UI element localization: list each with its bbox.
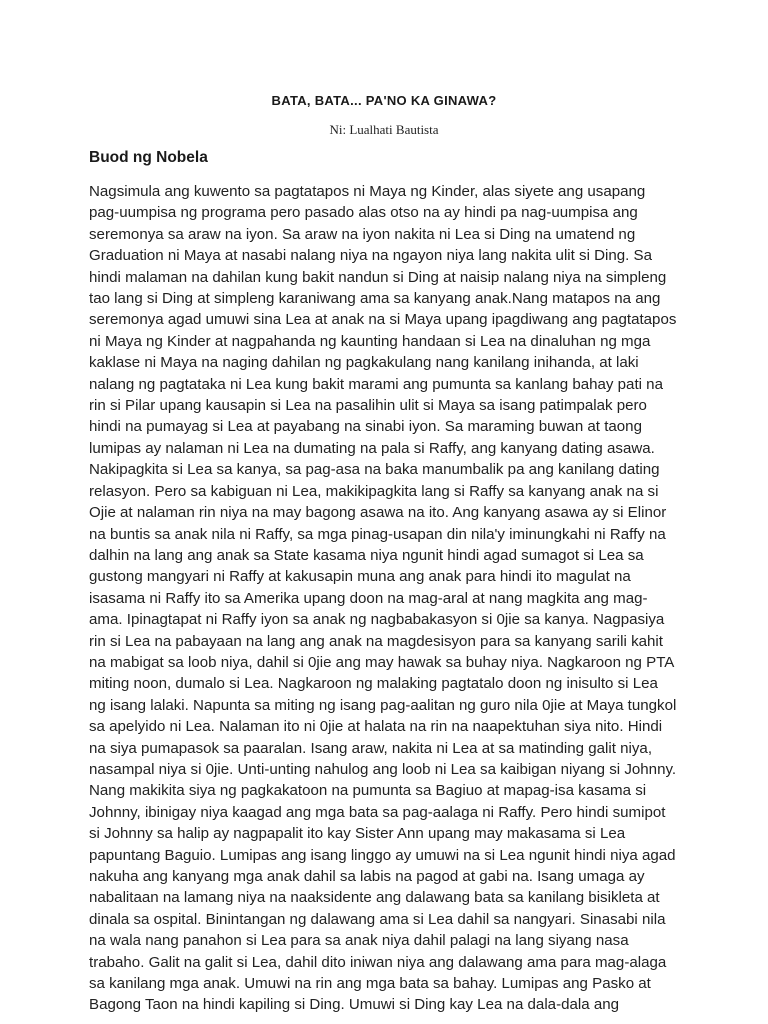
summary-paragraph	[89, 181, 689, 1016]
paragraph-line: rin si Lea na pabayaan na lang ang anak na magdesisyon para sa kanyang sarili kahit	[89, 632, 663, 650]
paragraph-line: lumipas ay nalaman ni Lea na dumating na pala si Raffy, ang kanyang dating asawa.	[89, 439, 655, 457]
paragraph-line: Nang makikita siya ng pagkakatoon na pumunta sa Bagiuo at mapag-isa kasama si	[89, 782, 647, 800]
paragraph-line: Johnny, ibinigay niya kaagad ang mga bata sa pag-aalaga ni Raffy. Pero hindi sumipot	[89, 803, 666, 821]
paragraph-line: kaklase ni Maya na naging dahilan ng pagkakulang nang kanilang inihanda, at laki	[89, 354, 639, 372]
paragraph-line: papuntang Baguio. Lumipas ang isang linggo ay umuwi na si Lea ngunit hindi niya agad	[89, 846, 676, 864]
paragraph-line: hindi na pumayag si Lea at payabang na sinabi iyon. Sa maraming buwan at taong	[89, 418, 642, 436]
paragraph-line: dalhin na lang ang anak sa State kasama niya ngunit hindi agad sumagot si Lea sa	[89, 546, 644, 564]
paragraph-line: miting noon, dumalo si Lea. Nagkaroon ng malaking pagtatalo doon ng inisulto si Lea	[89, 675, 658, 693]
paragraph-line: isasama ni Raffy ito sa Amerika upang doon na mag-aral at nang magkita ang mag-	[89, 589, 648, 607]
paragraph-line: nalang ng pagtataka ni Lea kung bakit marami ang pumunta sa kanlang bahay pati na	[89, 375, 663, 393]
paragraph-line: pag-uumpisa ng programa pero pasado alas otso na ay hindi pa nag-uumpisa ang	[89, 204, 638, 222]
paragraph-line: na siya pumapasok sa paaralan. Isang araw, nakita ni Lea at sa matinding galit niya,	[89, 739, 653, 757]
paragraph-line: na wala nang panahon si Lea para sa anak niya dahil palagi na lang siyang nasa	[89, 932, 629, 950]
paragraph-line: gustong mangyari ni Raffy at kakusapin muna ang anak para hindi ito magulat na	[89, 568, 631, 586]
document-author: Ni: Lualhati Bautista	[329, 122, 439, 137]
paragraph-line: tao lang si Ding at simpleng karaniwang ama sa kanyang anak.Nang matapos na ang	[89, 290, 661, 308]
paragraph-line: sa apelyido ni Lea. Nalaman ito ni 0jie at halata na rin na naapektuhan siya nito. Hindi	[89, 718, 663, 736]
section-heading: Buod ng Nobela	[89, 149, 208, 166]
paragraph-line: Bagong Taon na hindi kapiling si Ding. Umuwi si Ding kay Lea na dala-dala ang	[89, 996, 620, 1014]
paragraph-line: ng isang lalaki. Napunta sa miting ng isang pag-aalitan ng guro nila 0jie at Maya tungkol	[89, 696, 677, 714]
document-title: BATA, BATA... PA'NO KA GINAWA?	[271, 93, 497, 108]
paragraph-line: Nagsimula ang kuwento sa pagtatapos ni Maya ng Kinder, alas siyete ang usapang	[89, 183, 646, 200]
paragraph-line: seremonya agad umuwi sina Lea at anak na si Maya upang ipagdiwang ang pagtatapos	[89, 311, 677, 329]
paragraph-line: na mabigat sa loob niya, dahil si 0jie ang may hawak sa buhay niya. Nagkaroon ng PTA	[89, 653, 675, 671]
paragraph-line: Graduation ni Maya at nasabi nalang niya na ngayon niya lang nakita ulit si Ding. Sa	[89, 247, 653, 265]
paragraph-line: nabalitaan na lamang niya na naaksidente ang dalawang bata sa kanilang bisikleta at	[89, 889, 660, 907]
paragraph-line: Nakipagkita si Lea sa kanya, sa pag-asa na baka manumbalik pa ang kanilang dating	[89, 461, 660, 479]
paragraph-line: nasampal niya si 0jie. Unti-unting nahulog ang loob ni Lea sa kaibigan niyang si Johnny.	[89, 760, 677, 778]
paragraph-line: hindi malaman na dahilan kung bakit nandun si Ding at naisip nalang niya na simpleng	[89, 268, 667, 286]
paragraph-line: trabaho. Galit na galit si Lea, dahil dito iniwan niya ang dalawang ama para mag-alaga	[89, 953, 667, 971]
paragraph-line: ni Maya ng Kinder at nagpahanda ng kaunting handaan si Lea na dinaluhan ng mga	[89, 332, 651, 350]
paragraph-line: si Johnny sa halip ay nagpapalit ito kay Sister Ann upang may makasama si Lea	[89, 825, 626, 843]
paragraph-line: Ojie at nalaman rin niya na may bagong asawa na ito. Ang kanyang asawa ay si Elinor	[89, 504, 667, 522]
paragraph-line: relasyon. Pero sa kabiguan ni Lea, makikipagkita lang si Raffy sa kanyang anak na si	[89, 482, 659, 500]
paragraph-line: sa kanilang mga anak. Umuwi na rin ang mga bata sa bahay. Lumipas ang Pasko at	[89, 975, 651, 993]
paragraph-line: dinala sa ospital. Binintangan ng dalawang ama si Lea dahil sa nangyari. Sinasabi nila	[89, 910, 666, 928]
paragraph-line: nakuha ang kanyang mga anak dahil sa labis na pagod at gabi na. Isang umaga ay	[89, 868, 645, 885]
paragraph-line: rin si Pilar upang kausapin si Lea na pasalihin ulit si Maya sa isang patimpalak pero	[89, 397, 647, 415]
paragraph-line: seremonya sa araw na iyon. Sa araw na iyon nakita ni Lea si Ding na umatend ng	[89, 225, 636, 243]
paragraph-line: na buntis sa anak nila ni Raffy, sa mga pinag-usapan din nila'y iminungkahi ni Raffy na	[89, 525, 666, 543]
paragraph-line: ama. Ipinagtapat ni Raffy iyon sa anak ng nagbabakasyon si 0jie sa kanya. Nagpasiya	[89, 611, 665, 629]
